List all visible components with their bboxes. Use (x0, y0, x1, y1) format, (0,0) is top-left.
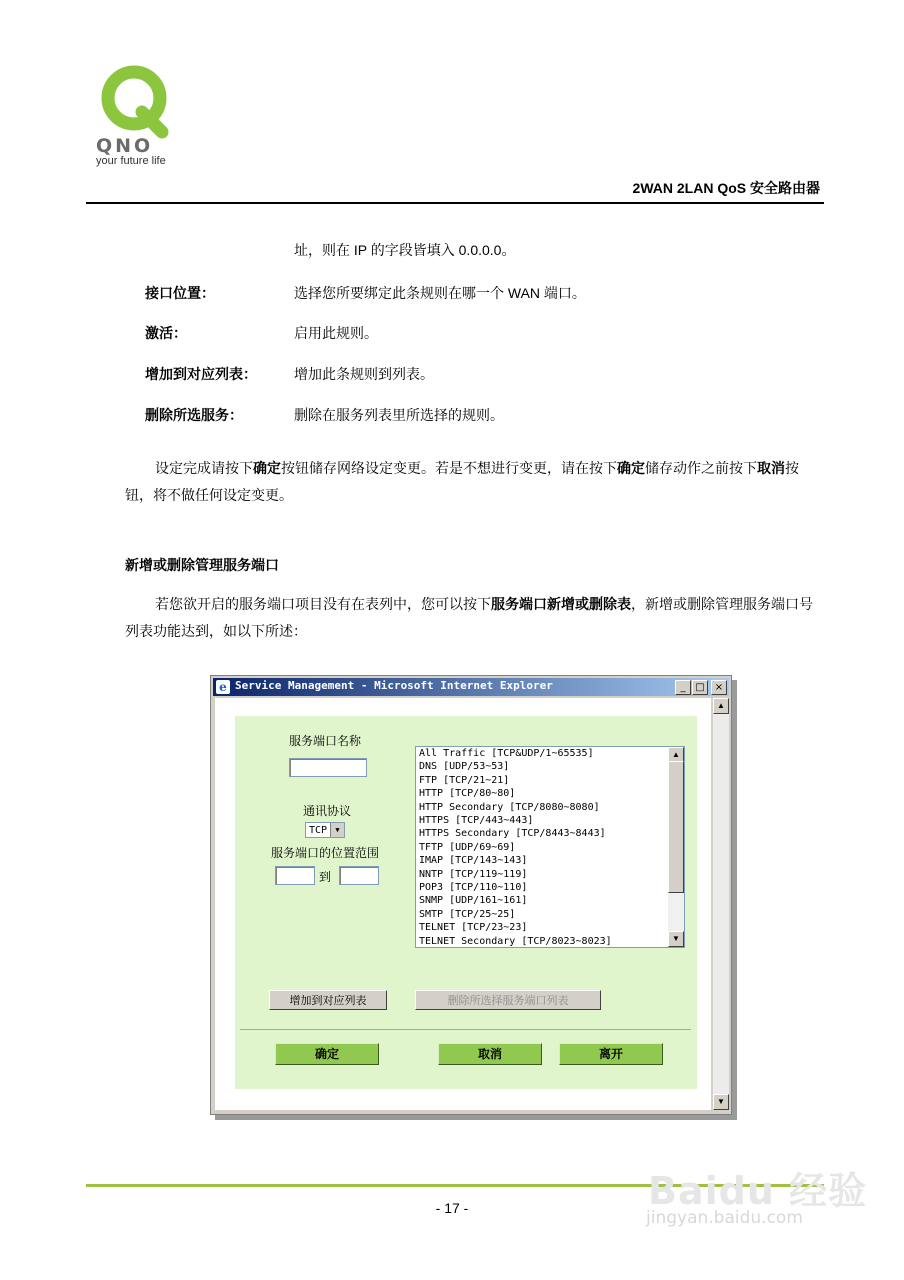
list-item[interactable]: SNMP [UDP/161~161] (419, 895, 528, 907)
port-range-label: 服务端口的位置范围 (271, 846, 380, 860)
minimize-button[interactable]: _ (675, 680, 691, 695)
field-label: 接口位置： (145, 285, 215, 301)
list-item[interactable]: All Traffic [TCP&UDP/1~65535] (419, 748, 594, 759)
to-label: 到 (319, 870, 332, 884)
baidu-watermark: Baidu 经验 (648, 1169, 868, 1213)
service-name-label: 服务端口名称 (289, 734, 362, 748)
field-label: 激活： (145, 325, 187, 341)
list-item[interactable]: HTTPS [TCP/443~443] (419, 815, 534, 827)
window-title: Service Management - Microsoft Internet Explorer (235, 679, 553, 692)
logo-wordmark: QNO (96, 135, 154, 157)
form-separator (240, 1029, 691, 1030)
service-management-window (210, 675, 732, 1115)
field-desc: 增加此条规则到列表。 (294, 366, 434, 382)
list-item[interactable]: POP3 [TCP/110~110] (419, 882, 528, 894)
exit-button[interactable]: 离开 (559, 1043, 663, 1065)
header-rule (86, 202, 824, 204)
service-name-input[interactable] (289, 758, 367, 777)
scroll-up-icon[interactable]: ▲ (713, 698, 729, 714)
watermark-url: jingyan.baidu.com (646, 1208, 803, 1228)
cancel-button[interactable]: 取消 (438, 1043, 542, 1065)
service-list[interactable] (415, 746, 685, 948)
field-desc: 选择您所要绑定此条规则在哪一个 WAN 端口。 (294, 285, 586, 301)
close-button[interactable]: × (711, 680, 727, 695)
list-item[interactable]: TFTP [UDP/69~69] (419, 841, 516, 853)
list-item[interactable]: NNTP [TCP/119~119] (419, 868, 528, 880)
page-number: - 17 - (435, 1200, 469, 1216)
field-label: 删除所选服务： (145, 407, 243, 423)
continuation-text: 址，则在 IP 的字段皆填入 0.0.0.0。 (294, 242, 516, 258)
field-desc: 删除在服务列表里所选择的规则。 (294, 407, 504, 423)
field-desc: 启用此规则。 (294, 325, 378, 341)
list-item[interactable]: FTP [TCP/21~21] (419, 774, 510, 786)
scroll-down-icon[interactable]: ▼ (668, 931, 684, 947)
protocol-select[interactable] (305, 822, 345, 838)
document-title: 2WAN 2LAN QoS 安全路由器 (632, 180, 820, 196)
list-item[interactable]: HTTP [TCP/80~80] (419, 788, 516, 800)
protocol-label: 通讯协议 (303, 804, 352, 818)
list-item[interactable]: HTTPS Secondary [TCP/8443~8443] (419, 828, 606, 840)
list-item[interactable]: IMAP [TCP/143~143] (419, 855, 528, 867)
instruction-paragraph: 设定完成请按下确定按钮储存网络设定变更。若是不想进行变更，请在按下确定储存动作之前按下取消按钮，将不做任何设定变更。 (125, 460, 799, 503)
service-form (235, 716, 697, 1089)
add-to-list-button[interactable]: 增加到对应列表 (269, 990, 387, 1010)
window-client-area (215, 698, 711, 1110)
port-end-input[interactable] (339, 866, 379, 885)
list-scroll-thumb[interactable] (668, 761, 684, 893)
list-item[interactable]: SMTP [TCP/25~25] (419, 908, 516, 920)
list-item[interactable]: DNS [UDP/53~53] (419, 761, 510, 773)
ie-icon: e (216, 680, 230, 694)
window-titlebar[interactable] (213, 678, 729, 696)
list-item[interactable]: TELNET Secondary [TCP/8023~8023] (419, 935, 612, 947)
maximize-button[interactable]: □ (692, 680, 708, 695)
chevron-down-icon[interactable]: ▼ (330, 823, 344, 837)
field-label: 增加到对应列表： (145, 366, 257, 382)
protocol-select-value: TCP (309, 825, 328, 836)
ok-button[interactable]: 确定 (275, 1043, 379, 1065)
list-item[interactable]: TELNET [TCP/23~23] (419, 922, 528, 934)
scroll-down-icon[interactable]: ▼ (713, 1094, 729, 1110)
port-start-input[interactable] (275, 866, 315, 885)
scroll-up-icon[interactable]: ▲ (668, 747, 684, 763)
delete-selected-button[interactable]: 删除所选择服务端口列表 (415, 990, 601, 1010)
window-scrollbar[interactable] (713, 698, 729, 1110)
section-title: 新增或删除管理服务端口 (125, 557, 279, 573)
logo-tagline: your future life (96, 155, 166, 167)
list-scrollbar[interactable] (668, 747, 684, 947)
list-item[interactable]: HTTP Secondary [TCP/8080~8080] (419, 801, 600, 813)
section-paragraph: 若您欲开启的服务端口项目没有在表列中，您可以按下服务端口新增或删除表，新增或删除管理服务端口号列表功能达到，如以下所述： (125, 596, 813, 639)
